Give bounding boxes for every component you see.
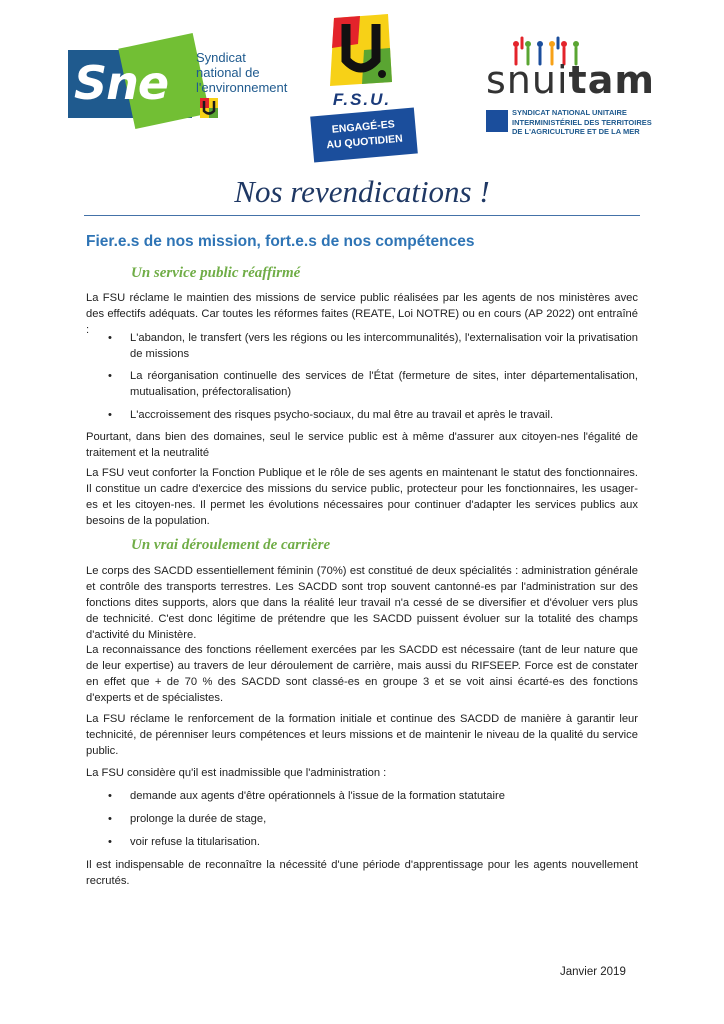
- title-divider: [84, 215, 640, 216]
- subheading-carriere: Un vrai déroulement de carrière: [131, 537, 331, 553]
- snuitam-logo: [486, 36, 686, 142]
- paragraph: La reconnaissance des fonctions réellement exercées par les SACDD est nécessaire (tant de leur nature que de leur expertise) au travers de leur déroulement de carrière, mais aussi du RIFSEEP. Force est de constater en effet que + de 70 % des SACDD sont classé-es en groupe 3 et se voit ainsi écarté-es des fonctions d'experts et de spécialistes.: [86, 644, 638, 704]
- sne-logo-text: Syndicat national de l'environnement: [196, 50, 288, 95]
- bullet-icon: •: [108, 813, 112, 825]
- paragraph: La FSU réclame le maintien des missions de service public réalisées par les agents de nos ministères avec des effectifs adéquats. Car toutes les réformes faites (REATE, Loi NOTRE) ou en cours (AP 2022) ont entraîné :: [86, 292, 638, 336]
- snuitam-subtitle: SYNDICAT NATIONAL UNITAIRE INTERMINISTÉRIEL DES TERRITOIRES DE L'AGRICULTURE ET DE LA MER: [512, 108, 652, 136]
- subheading-service-public: Un service public réaffirmé: [131, 265, 301, 281]
- bullet-icon: •: [108, 836, 112, 848]
- fsu-badge-icon: [486, 110, 508, 132]
- fsu-mini-icon: [200, 98, 218, 118]
- paragraph: La FSU veut conforter la Fonction Publique et le rôle de ses agents en maintenant le statut des fonctionnaires. Il constitue un cadre d'exercice des missions du service public, protecteur pour les fonctionnaires, les usager-es et les citoyen-nes. Il permet les évolutions nécessaires pour continuer d'adapter les services publics aux besoins de la population.: [86, 467, 638, 527]
- paragraph: Le corps des SACDD essentiellement féminin (70%) est constitué de deux spécialités : administration générale et contrôle des transports terrestres. Les SACDD sont trop souvent cantonné-es par l'administration sur des fonctions dites supports, alors que dans la réalité leur travail n'a cessé de se diversifier et d'évoluer vers plus de technicité. C'est donc légitime de prétendre que les SACDD puissent évoluer sur la totalité des champs d'activité du Ministère.: [86, 565, 638, 641]
- bullet-icon: •: [108, 370, 112, 382]
- section-heading: Fier.e.s de nos mission, fort.e.s de nos compétences: [86, 233, 475, 250]
- bullet-icon: •: [108, 409, 112, 421]
- fsu-logo: [312, 14, 422, 160]
- sne-logo-word: Sne: [74, 56, 169, 110]
- paragraph: Pourtant, dans bien des domaines, seul le service public est à même d'assurer aux citoyen-nes l'égalité de traitement et la neutralité: [86, 431, 638, 459]
- fsu-tagline-box: ENGAGÉ-ES AU QUOTIDIEN: [310, 108, 418, 163]
- fsu-logo-name: F.S.U.: [332, 90, 392, 109]
- page-title: Nos revendications !: [234, 174, 490, 209]
- bullet-icon: •: [108, 332, 112, 344]
- document-date: Janvier 2019: [560, 966, 626, 978]
- snuitam-wordmark: snuitam: [486, 58, 655, 102]
- paragraph: La FSU considère qu'il est inadmissible que l'administration :: [86, 767, 387, 779]
- paragraph: La FSU réclame le renforcement de la formation initiale et continue des SACDD de manière à garantir leur technicité, de pérenniser leurs compétences et leurs missions et de maintenir le niveau de la qualité du service public.: [86, 713, 638, 757]
- bullet-icon: •: [108, 790, 112, 802]
- paragraph: Il est indispensable de reconnaître la nécessité d'une période d'apprentissage pour les agents nouvellement recrutés.: [86, 859, 638, 887]
- fsu-u-icon: [330, 14, 392, 86]
- sne-logo: [68, 36, 288, 128]
